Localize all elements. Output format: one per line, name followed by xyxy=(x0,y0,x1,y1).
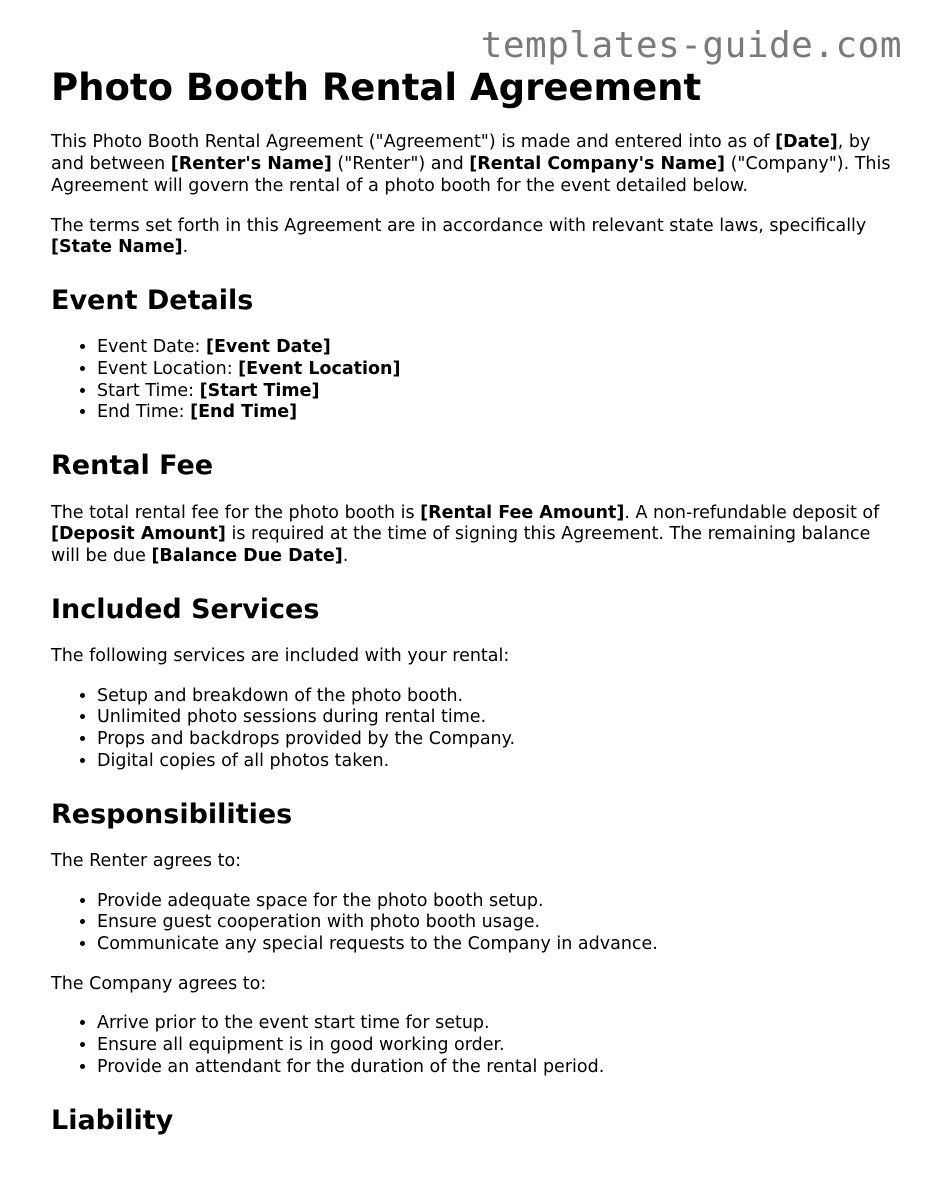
list-item: • Props and backdrops provided by the Company. xyxy=(97,729,891,751)
list-item: • Ensure guest cooperation with photo booth usage. xyxy=(97,912,891,934)
rental-fee-heading: Rental Fee xyxy=(51,450,214,482)
company-name-placeholder: [Rental Company's Name] xyxy=(469,154,726,175)
responsibilities-heading: Responsibilities xyxy=(51,798,293,830)
intro-text-1: This Photo Booth Rental Agreement ("Agreement") is made and entered into as of xyxy=(51,132,776,153)
list-item: • Unlimited photo sessions during rental time. xyxy=(97,707,891,729)
list-item-label: Event Date: xyxy=(97,337,206,358)
page-title: Photo Booth Rental Agreement xyxy=(51,66,702,109)
list-item xyxy=(97,402,891,424)
list-item: • Arrive prior to the event start time for setup. xyxy=(97,1013,891,1035)
intro-text-2: , by and between xyxy=(51,132,871,175)
company-responsibilities-list xyxy=(51,1013,891,1078)
liability-heading: Liability xyxy=(51,1104,174,1136)
rental-fee-placeholder: [Rental Fee Amount] xyxy=(420,502,625,523)
intro-text-4: ("Company"). This Agreement will govern the rental of a photo booth for the event detailed below. xyxy=(51,154,891,196)
fee-text-1: The total rental fee for the photo booth is xyxy=(51,502,421,523)
fee-text-2: . A non-refundable deposit of xyxy=(624,502,880,523)
list-item-label: End Time: xyxy=(97,402,191,423)
date-placeholder: [Date] xyxy=(775,132,838,153)
event-details-heading: Event Details xyxy=(51,284,254,316)
list-item: • Provide adequate space for the photo booth setup. xyxy=(97,891,891,913)
document xyxy=(51,66,891,1157)
company-agrees-intro: The Company agrees to: xyxy=(51,973,267,994)
intro-text-3: ("Renter") and xyxy=(331,154,470,175)
end-time-placeholder: [End Time] xyxy=(190,402,298,423)
list-item xyxy=(97,381,891,403)
included-services-heading: Included Services xyxy=(51,593,320,625)
event-details-list xyxy=(51,337,891,424)
list-item: • Communicate any special requests to the Company in advance. xyxy=(97,934,891,956)
event-location-placeholder: [Event Location] xyxy=(238,359,401,379)
deposit-placeholder: [Deposit Amount] xyxy=(51,524,226,545)
list-item-label: Event Location: xyxy=(97,359,239,379)
state-name-placeholder: [State Name] xyxy=(51,237,183,258)
renter-responsibilities-list xyxy=(51,891,891,956)
list-item-label: Start Time: xyxy=(97,380,200,401)
fee-text-3: is required at the time of signing this Agreement. The remaining balance will be due xyxy=(51,524,871,566)
list-item: • Setup and breakdown of the photo booth. xyxy=(97,686,891,708)
start-time-placeholder: [Start Time] xyxy=(199,380,320,401)
list-item xyxy=(97,359,891,381)
state-text-1: The terms set forth in this Agreement are in accordance with relevant state laws, specifically xyxy=(51,215,867,236)
included-services-list xyxy=(51,686,891,773)
list-item: • Ensure all equipment is in good working order. xyxy=(97,1035,891,1057)
rental-fee-paragraph xyxy=(51,503,891,568)
intro-paragraph xyxy=(51,132,891,197)
state-text-2: . xyxy=(182,237,189,258)
included-services-intro: The following services are included with your rental: xyxy=(51,646,510,666)
balance-due-placeholder: [Balance Due Date] xyxy=(151,545,343,566)
event-date-placeholder: [Event Date] xyxy=(205,337,331,358)
state-law-paragraph xyxy=(51,216,891,259)
list-item xyxy=(97,337,891,359)
renter-agrees-intro: The Renter agrees to: xyxy=(51,850,242,871)
list-item: • Digital copies of all photos taken. xyxy=(97,751,891,773)
renter-name-placeholder: [Renter's Name] xyxy=(170,154,332,175)
watermark: templates-guide.com xyxy=(480,25,902,66)
fee-text-4: . xyxy=(342,545,349,566)
list-item: • Provide an attendant for the duration of the rental period. xyxy=(97,1057,891,1079)
